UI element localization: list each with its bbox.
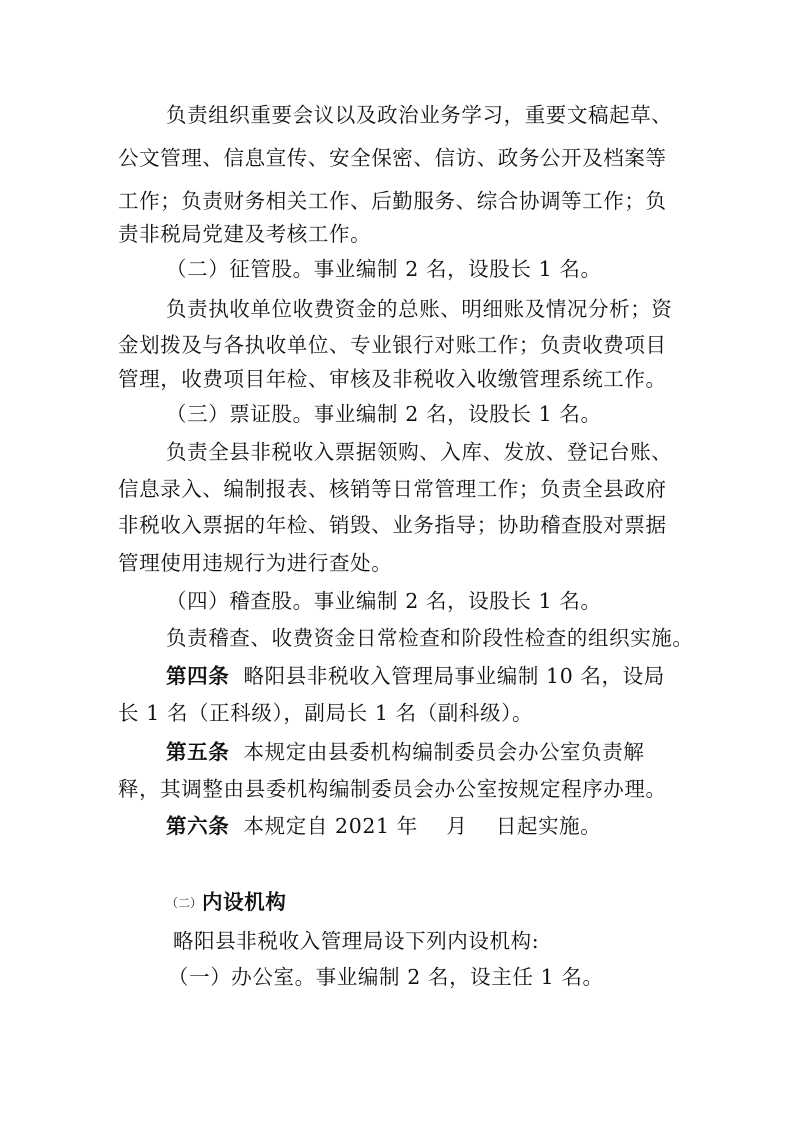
paragraph-line: 工作；负责财务相关工作、后勤服务、综合协调等工作；负: [118, 189, 667, 213]
paragraph-line: 公文管理、信息宣传、安全保密、信访、政务公开及档案等: [118, 146, 667, 170]
article-4: [166, 663, 766, 689]
article-6: [166, 813, 766, 839]
article-text: 本规定自 2021 年 月 日起实施。: [229, 814, 602, 838]
section-title: 内设机构: [202, 890, 287, 914]
section-heading: [166, 889, 766, 916]
paragraph-line: 略阳县非税收入管理局设下列内设机构:: [173, 929, 540, 953]
paragraph-line: 长 1 名（正科级），副局长 1 名（副科级）。: [118, 701, 534, 725]
paragraph-line: 负责全县非税收入票据领购、入库、发放、登记台账、: [166, 440, 673, 464]
subsection-heading-piaozheng: （三）票证股。事业编制 2 名，设股长 1 名。: [166, 402, 602, 426]
article-text: 本规定由县委机构编制委员会办公室负责解: [229, 740, 645, 764]
paragraph-line: 责非税局党建及考核工作。: [118, 222, 372, 246]
article-label: 第五条: [166, 740, 230, 764]
paragraph-line: 金划拨及与各执收单位、专业银行对账工作；负责收费项目: [118, 333, 667, 357]
paragraph-line: （一）办公室。事业编制 2 名，设主任 1 名。: [168, 965, 604, 989]
section-number: （二）: [166, 896, 203, 910]
paragraph-line: 非税收入票据的年检、销毁、业务指导；协助稽查股对票据: [118, 513, 667, 537]
article-label: 第四条: [166, 664, 230, 688]
paragraph-line: 信息录入、编制报表、核销等日常管理工作；负责全县政府: [118, 477, 667, 501]
subsection-heading-jicha: （四）稽查股。事业编制 2 名，设股长 1 名。: [166, 589, 602, 613]
paragraph-line: 管理，收费项目年检、审核及非税收入收缴管理系统工作。: [118, 367, 667, 391]
subsection-heading-zhengguan: （二）征管股。事业编制 2 名，设股长 1 名。: [166, 257, 602, 281]
article-5: [166, 739, 766, 765]
article-label: 第六条: [166, 814, 230, 838]
paragraph-line: 负责组织重要会议以及政治业务学习，重要文稿起草、: [166, 103, 673, 127]
article-text: 略阳县非税收入管理局事业编制 10 名，设局: [229, 664, 665, 688]
paragraph-line: 负责执收单位收费资金的总账、明细账及情况分析；资: [166, 297, 673, 321]
paragraph-line: 负责稽查、收费资金日常检查和阶段性检查的组织实施。: [166, 626, 694, 650]
paragraph-line: 管理使用违规行为进行查处。: [118, 551, 393, 575]
paragraph-line: 释，其调整由县委机构编制委员会办公室按规定程序办理。: [118, 777, 667, 801]
